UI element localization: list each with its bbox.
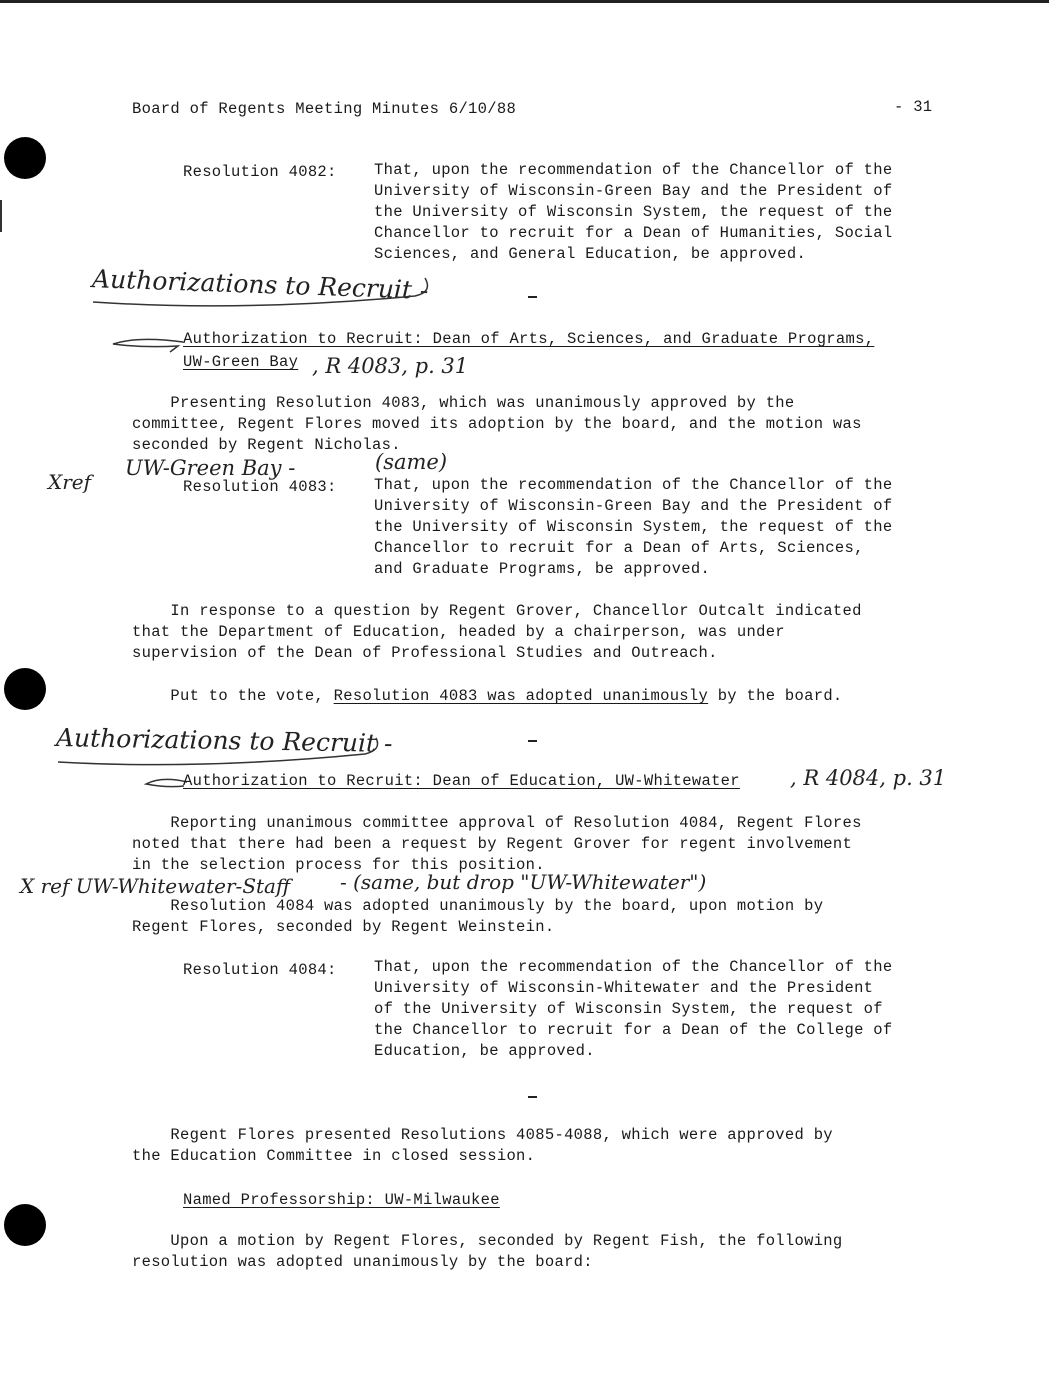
text-line: Chancellor to recruit for a Dean of Arts, Sciences, — [374, 539, 864, 557]
vote-pre: Put to the vote, — [132, 687, 334, 705]
text-line: in the selection process for this position. — [132, 856, 545, 874]
scan-margin-mark — [0, 200, 2, 232]
text-line: In response to a question by Regent Grover, Chancellor Outcalt indicated — [132, 602, 862, 620]
text-line: Sciences, and General Education, be approved. — [374, 245, 807, 263]
paragraph-motion-flores — [132, 1231, 843, 1273]
text-line: Resolution 4084 was adopted unanimously by the board, upon motion by — [132, 897, 824, 915]
text-line: Chancellor to recruit for a Dean of Humanities, Social — [374, 224, 893, 242]
punch-hole-middle — [4, 668, 46, 710]
scan-top-edge — [0, 0, 1049, 3]
punch-hole-bottom — [4, 1204, 46, 1246]
text-line: That, upon the recommendation of the Chancellor of the — [374, 161, 893, 179]
text-line: the University of Wisconsin System, the request of the — [374, 203, 893, 221]
text-line: the Chancellor to recruit for a Dean of the College of — [374, 1021, 893, 1039]
resolution-4082-text — [374, 160, 892, 265]
separator-dash — [528, 296, 537, 298]
paragraph-reporting-4084 — [132, 813, 862, 876]
text-line: the University of Wisconsin System, the request of the — [374, 518, 893, 536]
text-line: Reporting unanimous committee approval of Resolution 4084, Regent Flores — [132, 814, 862, 832]
handwritten-xref-same: (same) — [375, 450, 448, 474]
punch-hole-top — [4, 137, 46, 179]
handwritten-annotation: Authorizations to Recruit - — [55, 723, 393, 758]
separator-dash — [528, 740, 537, 742]
section-heading-education-whitewater: Authorization to Recruit: Dean of Education, UW-Whitewater — [183, 772, 740, 790]
handwritten-xref-text: UW-Green Bay - — [125, 456, 296, 480]
text-line: That, upon the recommendation of the Chancellor of the — [374, 476, 893, 494]
text-line: resolution was adopted unanimously by the board: — [132, 1253, 593, 1271]
separator-dash — [528, 1096, 537, 1098]
text-line: and Graduate Programs, be approved. — [374, 560, 711, 578]
text-line: Education, be approved. — [374, 1042, 595, 1060]
text-line: committee, Regent Flores moved its adoption by the board, and the motion was — [132, 415, 862, 433]
handwritten-underline — [85, 268, 445, 313]
handwritten-xref-mark: Xref — [48, 470, 92, 494]
handwritten-xref-text: X ref UW-Whitewater-Staff — [20, 874, 291, 898]
paragraph-presenting-4083 — [132, 393, 862, 456]
resolution-4084-text — [374, 957, 892, 1062]
vote-result-underlined: Resolution 4083 was adopted unanimously — [333, 687, 709, 705]
section-heading-named-professorship: Named Professorship: UW-Milwaukee — [183, 1191, 500, 1209]
text-line: that the Department of Education, headed by a chairperson, was under — [132, 623, 785, 641]
vote-post: by the board. — [708, 687, 843, 705]
text-line: Presenting Resolution 4083, which was unanimously approved by the — [132, 394, 795, 412]
text-line: That, upon the recommendation of the Chancellor of the — [374, 958, 893, 976]
handwritten-annotation: Authorizations to Recruit - — [91, 264, 429, 305]
page-number: - 31 — [894, 98, 933, 116]
resolution-4082-label: Resolution 4082: — [183, 163, 337, 181]
text-line: University of Wisconsin-Whitewater and the President — [374, 979, 874, 997]
text-line: seconded by Regent Nicholas. — [132, 436, 401, 454]
text-line: University of Wisconsin-Green Bay and the President of — [374, 497, 893, 515]
paragraph-grover-question — [132, 601, 862, 664]
text-line: the Education Committee in closed session. — [132, 1147, 536, 1165]
section-heading-arts-sciences: Authorization to Recruit: Dean of Arts, Sciences, and Graduate Programs, — [183, 330, 875, 348]
text-line: Regent Flores, seconded by Regent Weinstein. — [132, 918, 555, 936]
text-line: Upon a motion by Regent Flores, seconded by Regent Fish, the following — [132, 1232, 843, 1250]
paragraph-adoption-4084 — [132, 896, 823, 938]
handwritten-xref-note: - (same, but drop "UW-Whitewater") — [340, 870, 707, 894]
text-line: noted that there had been a request by Regent Grover for regent involvement — [132, 835, 853, 853]
handwritten-resolution-ref: , R 4084, p. 31 — [790, 766, 947, 790]
text-line: University of Wisconsin-Green Bay and the President of — [374, 182, 893, 200]
text-line: supervision of the Dean of Professional Studies and Outreach. — [132, 644, 718, 662]
text-line: Regent Flores presented Resolutions 4085-4088, which were approved by — [132, 1126, 833, 1144]
handwritten-resolution-ref: , R 4083, p. 31 — [312, 354, 469, 378]
section-heading-green-bay: UW-Green Bay — [183, 353, 299, 371]
resolution-4083-text — [374, 475, 892, 580]
resolution-4084-label: Resolution 4084: — [183, 961, 337, 979]
handwritten-underline — [50, 728, 390, 773]
text-line: of the University of Wisconsin System, the request of — [374, 1000, 883, 1018]
header-title: Board of Regents Meeting Minutes 6/10/88 — [132, 100, 517, 118]
vote-statement — [132, 686, 843, 707]
paragraph-closed-session — [132, 1125, 833, 1167]
resolution-4083-label: Resolution 4083: — [183, 478, 337, 496]
handwritten-arrow — [108, 330, 188, 360]
